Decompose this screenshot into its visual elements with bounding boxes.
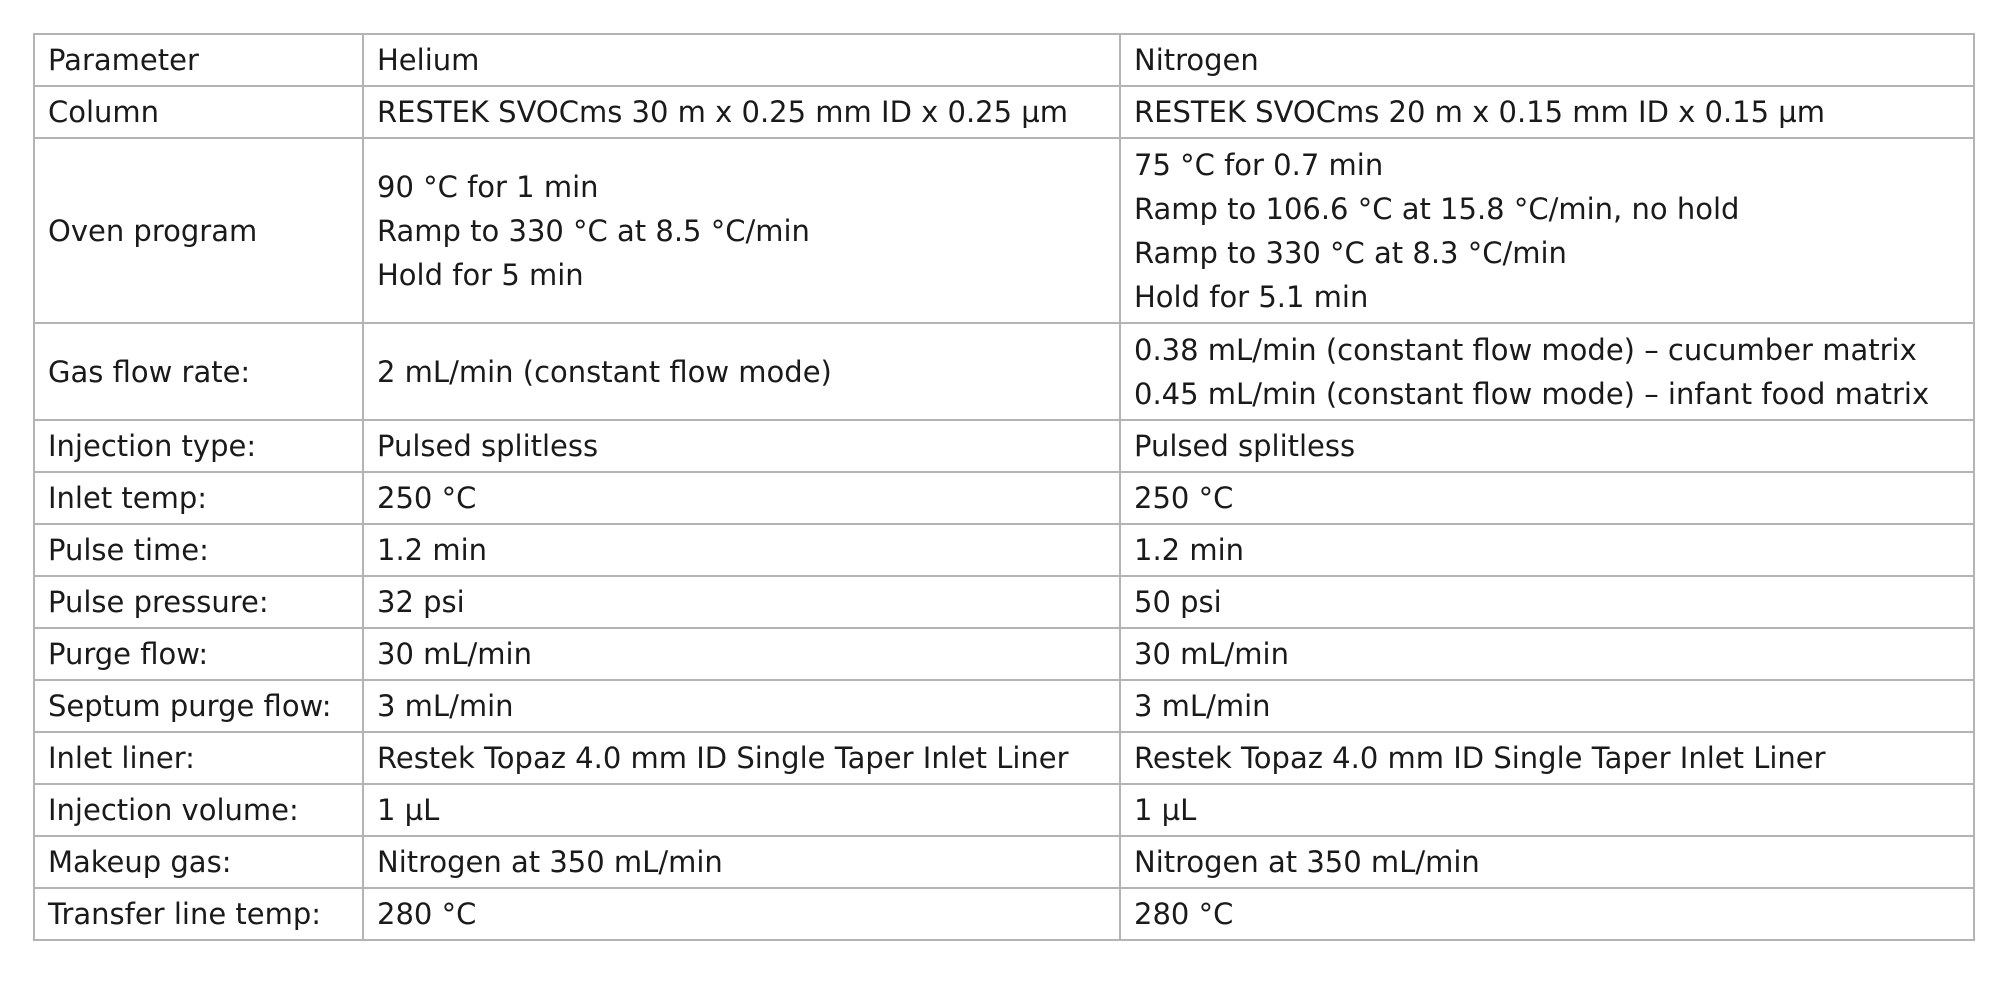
param-cell: Septum purge flow: (34, 680, 363, 732)
table-row (34, 138, 1974, 323)
table-row (34, 472, 1974, 524)
param-cell: Column (34, 86, 363, 138)
cell-line: Ramp to 106.6 °C at 15.8 °C/min, no hold (1134, 191, 1740, 226)
cell-line: 2 mL/min (constant flow mode) (377, 354, 832, 389)
nitrogen-cell (1120, 323, 1974, 420)
cell-line: Restek Topaz 4.0 mm ID Single Taper Inlet Liner (377, 741, 1069, 775)
table-row (34, 888, 1974, 940)
cell-line: 1.2 min (1134, 533, 1245, 567)
helium-cell (363, 732, 1120, 784)
cell-line: 280 °C (1134, 897, 1234, 931)
param-cell: Oven program (34, 138, 363, 323)
cell-line: Hold for 5 min (377, 257, 584, 292)
table-row (34, 323, 1974, 420)
helium-cell (363, 524, 1120, 576)
param-cell: Gas flow rate: (34, 323, 363, 420)
table-row (34, 784, 1974, 836)
cell-line: RESTEK SVOCms 30 m x 0.25 mm ID x 0.25 µm (377, 95, 1068, 129)
helium-cell (363, 323, 1120, 420)
helium-cell (363, 576, 1120, 628)
nitrogen-cell (1120, 732, 1974, 784)
param-cell: Inlet temp: (34, 472, 363, 524)
cell-line: Ramp to 330 °C at 8.5 °C/min (377, 213, 810, 248)
header-helium: Helium (363, 34, 1120, 86)
cell-line: Hold for 5.1 min (1134, 279, 1369, 314)
cell-line: 30 mL/min (377, 637, 532, 671)
nitrogen-cell (1120, 86, 1974, 138)
table-row (34, 576, 1974, 628)
helium-cell (363, 836, 1120, 888)
table-row (34, 732, 1974, 784)
cell-line: 1.2 min (377, 533, 488, 567)
cell-line: Pulsed splitless (377, 429, 599, 463)
cell-line: 1 µL (1134, 793, 1197, 827)
parameters-table-container (33, 33, 1973, 941)
header-nitrogen: Nitrogen (1120, 34, 1974, 86)
cell-line: Pulsed splitless (1134, 429, 1356, 463)
cell-line: 250 °C (377, 481, 477, 515)
param-cell: Injection volume: (34, 784, 363, 836)
cell-line: 280 °C (377, 897, 477, 931)
cell-line: 75 °C for 0.7 min (1134, 147, 1384, 182)
table-row (34, 836, 1974, 888)
helium-cell (363, 472, 1120, 524)
table-row (34, 628, 1974, 680)
nitrogen-cell (1120, 784, 1974, 836)
cell-line: 0.45 mL/min (constant flow mode) – infant food matrix (1134, 376, 1930, 411)
param-cell: Purge flow: (34, 628, 363, 680)
nitrogen-cell (1120, 628, 1974, 680)
nitrogen-cell (1120, 472, 1974, 524)
helium-cell (363, 680, 1120, 732)
table-row (34, 86, 1974, 138)
helium-cell (363, 628, 1120, 680)
cell-line: 1 µL (377, 793, 440, 827)
nitrogen-cell (1120, 576, 1974, 628)
nitrogen-cell (1120, 420, 1974, 472)
cell-line: 3 mL/min (377, 689, 514, 723)
header-parameter: Parameter (34, 34, 363, 86)
param-cell: Pulse pressure: (34, 576, 363, 628)
cell-line: RESTEK SVOCms 20 m x 0.15 mm ID x 0.15 µm (1134, 95, 1825, 129)
nitrogen-cell (1120, 138, 1974, 323)
param-cell: Inlet liner: (34, 732, 363, 784)
helium-cell (363, 86, 1120, 138)
cell-line: Nitrogen at 350 mL/min (1134, 845, 1480, 879)
cell-line: Ramp to 330 °C at 8.3 °C/min (1134, 235, 1567, 270)
cell-line: 0.38 mL/min (constant flow mode) – cucumber matrix (1134, 332, 1917, 367)
cell-line: 30 mL/min (1134, 637, 1289, 671)
helium-cell (363, 888, 1120, 940)
helium-cell (363, 784, 1120, 836)
nitrogen-cell (1120, 888, 1974, 940)
table-row (34, 680, 1974, 732)
cell-line: Nitrogen at 350 mL/min (377, 845, 723, 879)
helium-cell (363, 420, 1120, 472)
table-header-row (34, 34, 1974, 86)
cell-line: 250 °C (1134, 481, 1234, 515)
cell-line: 90 °C for 1 min (377, 169, 599, 204)
cell-line: 32 psi (377, 585, 465, 619)
nitrogen-cell (1120, 680, 1974, 732)
table-row (34, 420, 1974, 472)
nitrogen-cell (1120, 836, 1974, 888)
gc-parameters-table (33, 33, 1975, 941)
param-cell: Makeup gas: (34, 836, 363, 888)
cell-line: Restek Topaz 4.0 mm ID Single Taper Inlet Liner (1134, 741, 1826, 775)
helium-cell (363, 138, 1120, 323)
param-cell: Injection type: (34, 420, 363, 472)
nitrogen-cell (1120, 524, 1974, 576)
cell-line: 3 mL/min (1134, 689, 1271, 723)
cell-line: 50 psi (1134, 585, 1222, 619)
param-cell: Pulse time: (34, 524, 363, 576)
param-cell: Transfer line temp: (34, 888, 363, 940)
table-row (34, 524, 1974, 576)
